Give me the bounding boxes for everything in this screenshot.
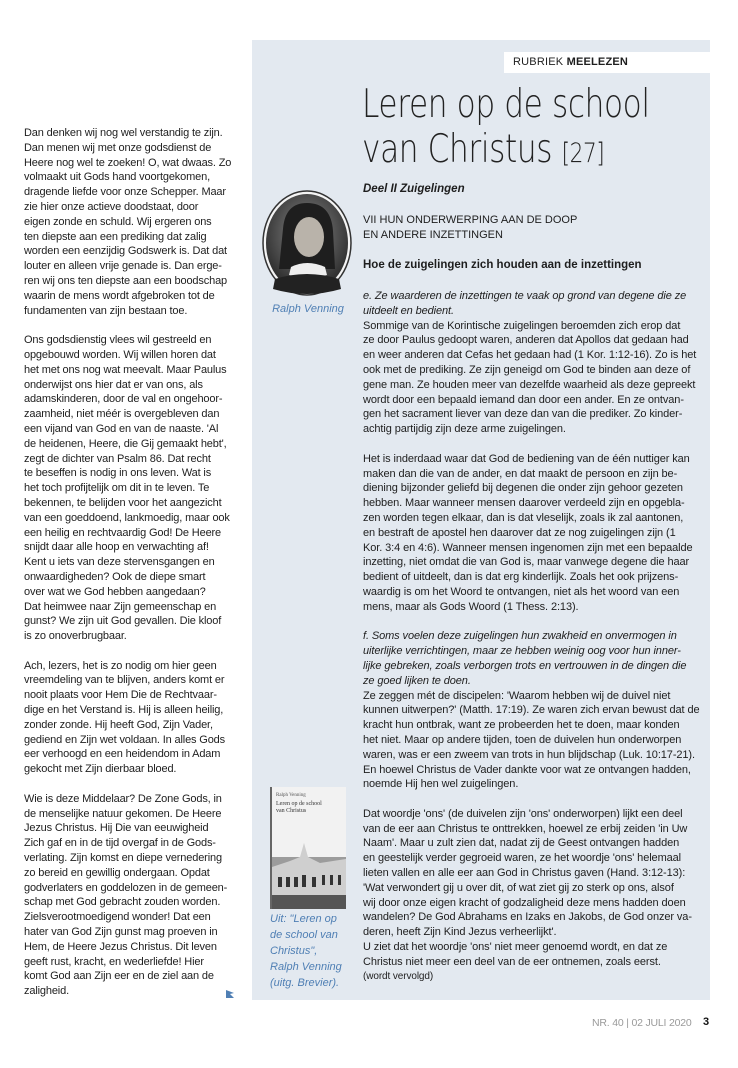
text-line: En hoewel Christus de Vader dankte voor wat ze ontvangen hadden, (363, 763, 691, 776)
text-line: eer verhoogd en een heidendom in Adam (24, 748, 221, 761)
text-line: en weer anderen dat Cefas het gedaan had (1 Kor. 1:12-16). Zo is het (363, 349, 697, 362)
chapter-line-1: VII HUN ONDERWERPING AAN DE DOOP (363, 214, 578, 226)
text-line: Dat heimwee naar Zijn gemeenschap en (24, 600, 217, 613)
text-line: gekocht met Zijn dierbaar bloed. (24, 763, 177, 776)
text-line: worden een eenzijdig Godswerk is. Dat dat (24, 245, 227, 258)
paragraph (24, 792, 240, 999)
paragraph (24, 126, 240, 318)
text-line: Jezus Christus. Hij Die van eeuwigheid (24, 822, 209, 835)
text-line: Het is inderdaad waar dat God de bediening van de één nuttiger kan (363, 452, 690, 465)
book-caption (270, 911, 360, 991)
book-caption-line: Uit: "Leren op (270, 913, 337, 925)
text-line: zo bereid en gewillig ondergaan. Opdat (24, 866, 210, 879)
text-line: opgebouwd worden. Wij willen horen dat (24, 348, 216, 361)
book-caption-line: Christus", (270, 945, 318, 957)
text-line: waarin de mens wordt afgebroken tot de (24, 289, 215, 302)
text-line: Naam'. Maar u zult zien dat, nadat zij de Geest ontvangen hadden (363, 837, 680, 850)
text-line: Hem, de Heere Jezus Christus. Dit leven (24, 940, 217, 953)
rubric-name: MEELEZEN (566, 56, 629, 68)
text-line: Christus niet meer een deel van de eer ontnemen, zoals eerst. (363, 955, 661, 968)
section-heading: Hoe de zuigelingen zich houden aan de inzettingen (363, 259, 642, 271)
text-line: het niet. Maar op andere tijden, toen de duivelen hun onderworpen (363, 733, 682, 746)
text-line: waardig is om het Woord te ontvangen, niet als het woord van een (363, 585, 680, 598)
text-line: van de eer aan Christus te onttrekken, hoewel ze erbij zeiden 'in Uw (363, 822, 688, 835)
paragraph (24, 333, 240, 644)
issue-info: NR. 40 | 02 JULI 2020 (592, 1017, 692, 1029)
part-heading: Deel II Zuigelingen (363, 183, 465, 195)
text-line: wandelen? De God Abrahams en Izaks en Jakobs, de God onzer va- (363, 911, 692, 924)
text-line: Heere nog wel te zoeken! O, wat dwaas. Zo (24, 156, 232, 169)
continued-note: (wordt vervolgd) (363, 970, 434, 982)
text-line: zaamheid, niet méér is overgebleven dan (24, 408, 220, 421)
book-caption-line: de school van (270, 929, 338, 941)
article-title (362, 82, 650, 176)
text-line: ten diepste aan een prediking dat zalig (24, 230, 207, 243)
text-line: volmaakt uit Gods hand voortgekomen, (24, 171, 210, 184)
text-line: Sommige van de Korintische zuigelingen beroemden zich erop dat (363, 319, 681, 332)
portrait-caption: Ralph Venning (272, 303, 344, 315)
text-line: zie hier onze actieve doodstaat, door (24, 200, 199, 213)
title-line-1: Leren op de school (362, 82, 650, 127)
text-line: zen worden tegen elkaar, dan is dat vleselijk, zoals ik zal aantonen, (363, 511, 684, 524)
text-line: de heidenen, Heere, die Gij gemaakt hebt', (24, 437, 227, 450)
title-number: [27] (561, 138, 605, 169)
text-line: wij door onze eigen kracht of godzaligheid deze mens hadden doen (363, 896, 686, 909)
text-line: is zo onoverbrugbaar. (24, 630, 127, 643)
page-number: 3 (703, 1016, 710, 1028)
text-line: diening bijzonder geliefd bij degenen die onder zijn gehoor gezeten (363, 482, 683, 495)
text-line: 'Wat verwondert gij u over dit, of wat ziet gij zo sterk op ons, alsof (363, 881, 674, 894)
text-line: adamskinderen, door de val en ongehoor- (24, 393, 223, 406)
text-line: gen het sacrament liever van deze dan van die prediker. Zo kinder- (363, 408, 683, 421)
text-line: en geestelijk verder gegroeid waren, ze het woordje 'ons' helemaal (363, 852, 682, 865)
text-line: ook met de prediking. Ze zijn geneigd om God te binden aan deze of (363, 363, 691, 376)
cover-author: Ralph Venning (276, 793, 306, 798)
paragraph (363, 629, 708, 792)
text-line: ze door Paulus gedoopt waren, anderen dat Apollos dat gedaan had (363, 334, 689, 347)
text-line: geeft rust, kracht, en wederliefde! Hier (24, 955, 204, 968)
book-caption-line: Ralph Venning (270, 961, 342, 973)
text-line: en bestraft de apostel hen daarover dat ze nog zuigelingen zijn (1 (363, 526, 676, 539)
chapter-heading (363, 213, 577, 243)
italic-text-line: e. Ze waarderen de inzettingen te vaak op grond van degene die ze (363, 290, 687, 302)
text-line: Dan menen wij met onze godsdienst de (24, 141, 212, 154)
paragraph (24, 659, 240, 777)
text-line: Wie is deze Middelaar? De Zone Gods, in (24, 792, 222, 805)
text-line: lieten vallen en alle eer aan God in Christus gaven (Hand. 3:12-13): (363, 867, 686, 880)
text-line: dragende liefde voor onze Schepper. Maar (24, 186, 226, 199)
text-line: snijdt daar alle hoop en verwachting af! (24, 541, 209, 554)
text-line: bedient of uitdeelt, dan is dat erg kinderlijk. Zoals het ook prijzens- (363, 571, 679, 584)
text-line: onderwijst ons hier dat er van ons, als (24, 378, 203, 391)
text-line: een heilig en rechtvaardig God! De Heere (24, 526, 222, 539)
italic-text-line: f. Soms voelen deze zuigelingen hun zwakheid en onvermogen in (363, 630, 677, 643)
end-mark-icon (225, 989, 235, 999)
paragraph (363, 807, 708, 985)
text-line: het toch profijtelijk om dit in te leven. Te (24, 482, 210, 495)
text-line: hater van God Zijn gunst mag proeven in (24, 926, 218, 939)
text-line: zonder zonde. Hij heeft God, Zijn Vader, (24, 718, 213, 731)
text-line: van een goeddoend, lankmoedig, maar ook (24, 511, 230, 524)
rubric-label: RUBRIEK (513, 56, 564, 68)
text-line: Zich gaf en in de tijd overgaf in de Gods- (24, 837, 216, 850)
text-line: achtig partijdig zijn deze arme zuigelingen. (363, 423, 566, 436)
left-column-text (24, 126, 240, 1014)
paragraph (363, 289, 708, 437)
chapter-line-2: EN ANDERE INZETTINGEN (363, 229, 503, 241)
text-line: zaligheid. (24, 985, 69, 998)
text-line: mens, maar als Gods Woord (1 Thess. 2:13). (363, 600, 579, 613)
text-line: Ons godsdienstig vlees wil gestreeld en (24, 334, 212, 347)
text-line: fundamenten van zijn bestaan toe. (24, 304, 188, 317)
text-line: schap met God gebracht zouden worden. (24, 896, 221, 909)
rubric-tab (504, 52, 710, 73)
text-line: Dat woordje 'ons' (de duivelen zijn 'ons' onderworpen) lijkt een deel (363, 807, 683, 820)
text-line: zegt de dichter van Psalm 86. Dat recht (24, 452, 211, 465)
text-line: eigen zonde en schuld. Wij ergeren ons (24, 215, 212, 228)
text-line: Zielsverootmoedigend wonder! Dat een (24, 911, 211, 924)
right-column-text (363, 289, 708, 999)
text-line: godverlaters en goddelozen in de gemeen- (24, 881, 228, 894)
italic-text-line: uiterlijke verrichtingen, maar ze hebben weinig oog voor hun inner- (363, 645, 681, 658)
book-caption-line: (uitg. Brevier). (270, 977, 340, 989)
text-line: louter en alleen vrije genade is. Dan erge- (24, 260, 222, 273)
text-line: te beseffen is nodig in ons leven. Wat is (24, 467, 212, 480)
text-line: verlating. Zijn komst en diepe vernedering (24, 852, 222, 865)
paragraph (363, 452, 708, 615)
title-line-2: van Christus (362, 127, 553, 172)
text-line: wordt door een bepaald iemand dan door een ander. En ze ontvan- (363, 393, 684, 406)
text-line: waren, was er een zweem van trots in hun blijdschap (Luk. 10:17-21). (363, 748, 695, 761)
italic-text-line: lijke gebreken, zoals verborgen trots en vertrouwen in de dingen die (363, 659, 687, 672)
cover-title-1: Leren op de school (276, 801, 322, 807)
text-line: het met ons nog wat meevalt. Maar Paulus (24, 363, 227, 376)
text-line: hebben. Maar wanneer mensen daarover verdeeld zijn en opgebla- (363, 497, 685, 510)
text-line: gene man. Ze houden meer van dezelfde waarheid als deze gepreekt (363, 378, 696, 391)
text-line: bekennen, te belijden voor het aangezicht (24, 496, 222, 509)
text-line: over wat we God hebben aangedaan? (24, 585, 206, 598)
text-line: de menselijke natuur gekomen. De Heere (24, 807, 222, 820)
text-line: kunnen uitwerpen?' (Matth. 17:19). Ze waren zich ervan bewust dat de (363, 704, 700, 717)
book-cover-image (270, 787, 346, 909)
text-line: gediend en Zijn wet voldaan. In alles Gods (24, 733, 225, 746)
text-line: kracht hun ontbrak, want ze probeerden het te doen, maar konden (363, 719, 680, 732)
text-line: Kor. 3:4 en 4:6). Wanneer mensen ingenomen zijn met een bepaalde (363, 541, 693, 554)
cover-title-2: van Christus (276, 808, 307, 814)
text-line: vreemdeling van te blijven, anders komt er (24, 674, 225, 687)
text-line: Ze zeggen mét de discipelen: 'Waarom hebben wij de duivel niet (363, 689, 671, 702)
text-line: ren wij ons ten diepste aan een boodschap (24, 274, 228, 287)
text-line: nooit plaats voor Hem Die de Rechtvaar- (24, 689, 217, 702)
text-line: dige en het Verstand is. Hij is alleen heilig, (24, 704, 224, 717)
text-line: gunst? We zijn uit God gevallen. Die kloof (24, 615, 222, 628)
text-line: noemde Hij hen wel zuigelingen. (363, 778, 519, 791)
text-line: U ziet dat het woordje 'ons' niet meer genoemd wordt, en dat ze (363, 941, 668, 954)
text-line: Dan denken wij nog wel verstandig te zijn. (24, 127, 223, 139)
text-line: inzetting, niet omdat die van God is, maar vanwege degene die haar (363, 556, 690, 569)
text-line: Kent u iets van deze stervensgangen en (24, 556, 215, 569)
text-line: deren, heeft Zijn Kind Jezus verheerlijkt'. (363, 926, 557, 939)
portrait-image (261, 189, 353, 297)
text-line: komt God aan Zijn eer en de ziel aan de (24, 970, 214, 983)
italic-text-line: ze goed lijken te doen. (363, 674, 471, 687)
text-line: maken dan die van de ander, en dat maakt de persoon en zijn be- (363, 467, 678, 480)
text-line: Ach, lezers, het is zo nodig om hier geen (24, 659, 217, 672)
text-line: een vijand van God en van de naaste. 'Al (24, 422, 219, 435)
italic-text-line: uitdeelt en bedient. (363, 304, 454, 317)
text-line: onwaardigheden? Ook de diepe smart (24, 570, 206, 583)
